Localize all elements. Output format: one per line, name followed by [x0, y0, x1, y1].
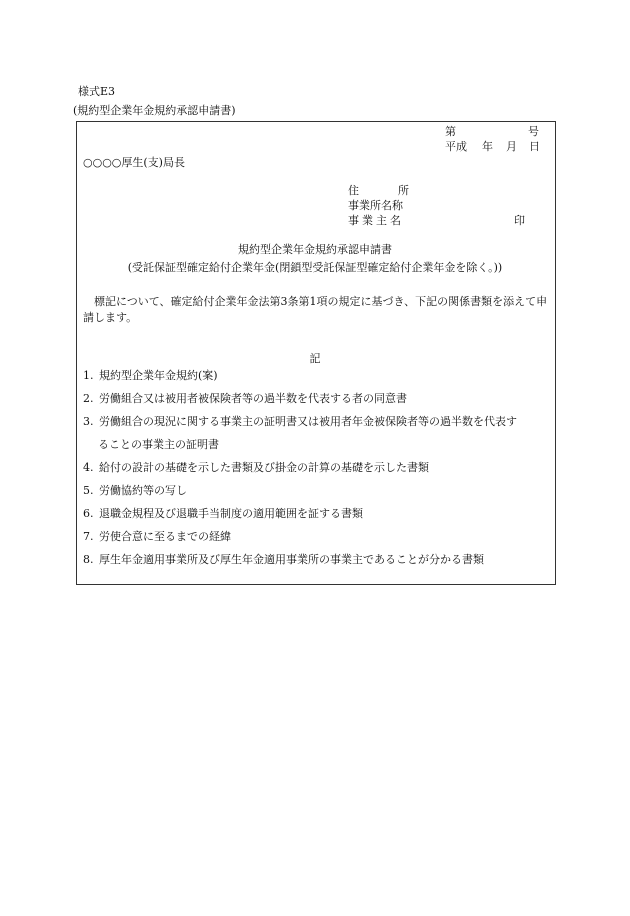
list-heading: 記: [309, 352, 321, 365]
date-day-unit: 日: [529, 140, 540, 153]
item-number: 6.: [83, 507, 94, 520]
list-item: [83, 370, 218, 381]
number-label: 第: [445, 125, 456, 138]
list-item-continuation: ることの事業主の証明書: [98, 438, 219, 451]
item-number: 3.: [83, 415, 94, 428]
address-label-char1: 住: [348, 184, 359, 197]
date-era: 平成: [445, 140, 467, 153]
list-item: [83, 416, 517, 427]
date-year-unit: 年: [482, 140, 493, 153]
item-number: 2.: [83, 392, 94, 405]
owner-label: 事業主名: [348, 214, 404, 227]
list-item: [83, 531, 231, 542]
seal-mark: 印: [514, 214, 525, 227]
item-number: 5.: [83, 484, 94, 497]
office-name-label: 事業所名称: [348, 199, 403, 212]
item-text: 給付の設計の基礎を示した書類及び掛金の計算の基礎を示した書類: [99, 461, 429, 474]
document-title: 規約型企業年金規約承認申請書: [238, 243, 392, 256]
date-month-unit: 月: [506, 140, 517, 153]
list-item: [83, 554, 484, 565]
item-text: 規約型企業年金規約(案): [99, 369, 218, 382]
list-item: [83, 485, 187, 496]
item-text: 労働組合の現況に関する事業主の証明書又は被用者年金被保険者等の過半数を代表す: [99, 415, 517, 428]
address-label-char2: 所: [398, 184, 409, 197]
item-number: 1.: [83, 369, 94, 382]
item-number: 8.: [83, 553, 94, 566]
addressee: ○○○○厚生(支)局長: [83, 156, 185, 169]
body-paragraph: 標記について、確定給付企業年金法第3条第1項の規定に基づき、下記の関係書類を添えて申請します。: [83, 295, 548, 324]
list-item: [83, 462, 429, 473]
number-suffix: 号: [528, 125, 539, 138]
document-subtitle: (受託保証型確定給付企業年金(閉鎖型受託保証型確定給付企業年金を除く。)): [127, 261, 503, 274]
item-text: 厚生年金適用事業所及び厚生年金適用事業所の事業主であることが分かる書類: [99, 553, 484, 566]
item-text: 労使合意に至るまでの経緯: [99, 530, 231, 543]
item-text: 労働協約等の写し: [99, 484, 187, 497]
item-text: 退職金規程及び退職手当制度の適用範囲を証する書類: [99, 507, 363, 520]
item-number: 4.: [83, 461, 94, 474]
item-text: 労働組合又は被用者被保険者等の過半数を代表する者の同意書: [99, 392, 407, 405]
item-number: 7.: [83, 530, 94, 543]
list-item: [83, 508, 363, 519]
list-item: [83, 393, 407, 404]
form-subtitle: (規約型企業年金規約承認申請書): [73, 104, 236, 117]
form-code: 様式E3: [78, 85, 116, 98]
